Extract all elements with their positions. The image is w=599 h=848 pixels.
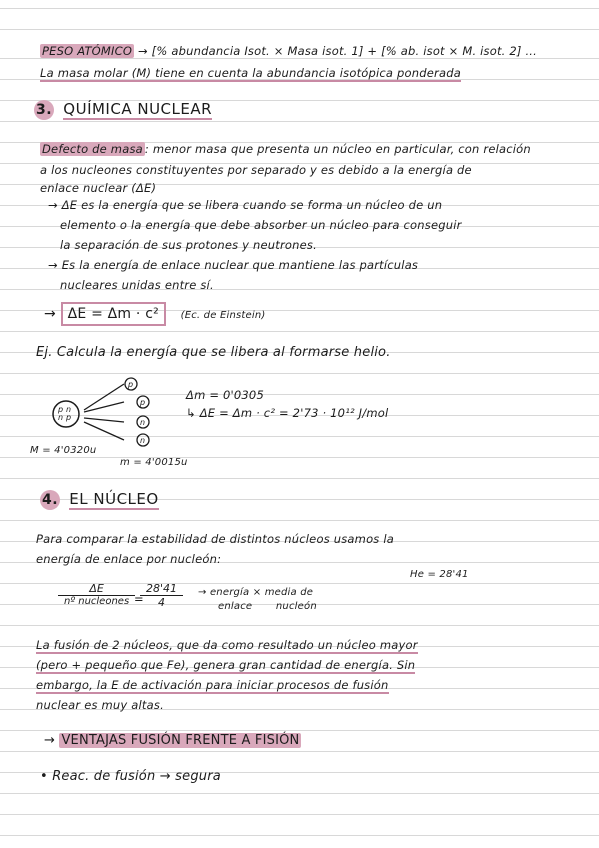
ventajas-heading: VENTAJAS FUSIÓN FRENTE A FISIÓN bbox=[61, 733, 300, 748]
particle-n-2: n bbox=[140, 436, 146, 445]
ventajas-arrow: → bbox=[44, 733, 56, 748]
example-line: Ej. Calcula la energía que se libera al formarse helio. bbox=[36, 345, 391, 360]
defecto-line-3: enlace nuclear (ΔE) bbox=[40, 181, 157, 195]
equals-sign: = bbox=[134, 592, 144, 606]
peso-label: PESO ATÓMICO bbox=[42, 44, 133, 58]
fusion-text-3: embargo, la E de activación para iniciar procesos de fusión bbox=[36, 678, 389, 692]
fusion-line-1 bbox=[36, 638, 418, 652]
fusion-line-3 bbox=[36, 678, 389, 692]
bullet-fusion: • Reac. de fusión → segura bbox=[40, 769, 221, 784]
section-4-title: EL NÚCLEO bbox=[69, 490, 159, 508]
section-4-number: 4. bbox=[41, 492, 59, 508]
fraction-helium bbox=[140, 582, 183, 609]
section-3-number: 3. bbox=[35, 102, 53, 118]
de-line-3: la separación de sus protones y neutrones. bbox=[60, 238, 317, 252]
particle-n-1: n bbox=[140, 418, 146, 427]
delta-m: Δm = 0'0305 bbox=[186, 388, 264, 402]
es-line-2: nucleares unidas entre sí. bbox=[60, 278, 214, 292]
defecto-label: Defecto de masa bbox=[42, 142, 143, 156]
particle-p-1: p bbox=[128, 380, 134, 389]
defecto-text-1: : menor masa que presenta un núcleo en particular, con relación bbox=[144, 142, 531, 156]
einstein-note: (Ec. de Einstein) bbox=[180, 310, 266, 321]
he-value: He = 28'41 bbox=[410, 569, 469, 580]
fraction-delta-e bbox=[58, 582, 135, 607]
masa-molar-text: La masa molar (M) tiene en cuenta la abundancia isotópica ponderada bbox=[40, 66, 461, 80]
arrow-line-2 bbox=[84, 402, 124, 412]
fusion-line-2 bbox=[36, 658, 415, 672]
defecto-line-2: a los nucleones constituyentes por separado y es debido a la energía de bbox=[40, 163, 472, 177]
einstein-formula: ΔE = Δm · c² bbox=[61, 302, 166, 326]
fraction-1-denominator: nº nucleones bbox=[64, 596, 130, 607]
mass-left: M = 4'0320u bbox=[30, 445, 97, 456]
comp-line-1: Para comparar la estabilidad de distintos núcleos usamos la bbox=[36, 532, 394, 546]
fusion-line-4: nuclear es muy altas. bbox=[36, 698, 164, 712]
arrow-line-3 bbox=[84, 418, 124, 422]
nucleus-label: p n n p bbox=[58, 405, 72, 422]
einstein-arrow: → bbox=[44, 306, 56, 322]
arrow-line-4 bbox=[84, 422, 124, 440]
es-line-1: → Es la energía de enlace nuclear que mantiene las partículas bbox=[48, 258, 419, 272]
particle-p-2: p bbox=[140, 398, 146, 407]
fraction-2-denominator: 4 bbox=[158, 596, 166, 609]
delta-e-calc: ↳ ΔE = Δm · c² = 2'73 · 10¹² J/mol bbox=[186, 406, 389, 420]
de-line-2: elemento o la energía que debe absorber un núcleo para conseguir bbox=[60, 218, 462, 232]
fraction-result-1: → energía × media de bbox=[198, 587, 314, 598]
mass-right: m = 4'0015u bbox=[120, 457, 188, 468]
de-line-1: → ΔE es la energía que se libera cuando se forma un núcleo de un bbox=[48, 198, 443, 212]
fraction-2-numerator: 28'41 bbox=[140, 582, 183, 596]
fraction-result-2: enlace nucleón bbox=[218, 601, 317, 612]
fusion-text-2: (pero + pequeño que Fe), genera gran cantidad de energía. Sin bbox=[36, 658, 416, 672]
ventajas-line bbox=[44, 734, 301, 748]
fusion-text-1: La fusión de 2 núcleos, que da como resultado un núcleo mayor bbox=[36, 638, 418, 652]
fraction-1-numerator: ΔE bbox=[58, 582, 135, 596]
section-3-title: QUÍMICA NUCLEAR bbox=[63, 100, 213, 118]
section-4-heading bbox=[40, 490, 159, 510]
comp-line-2: energía de enlace por nucleón: bbox=[36, 552, 222, 566]
arrow-line-1 bbox=[84, 384, 124, 410]
peso-formula: → [% abundancia Isot. × Masa isot. 1] + [% ab. isot × M. isot. 2] ... bbox=[137, 44, 538, 58]
